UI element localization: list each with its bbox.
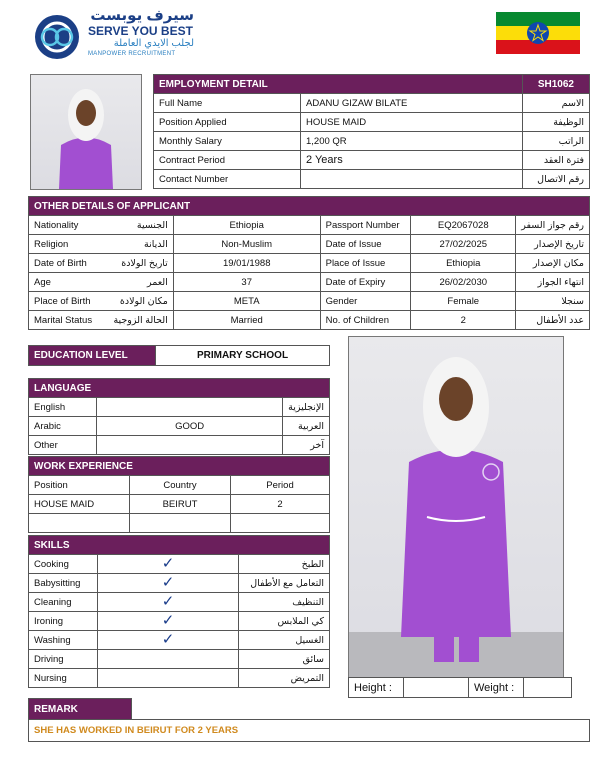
skill-row (29, 612, 330, 631)
skill-label: Driving (29, 650, 98, 669)
experience-position (29, 514, 130, 533)
check-icon: ✓ (98, 612, 239, 631)
language-label-ar: العربية (283, 417, 330, 436)
field-label-ar: الاسم (522, 94, 589, 113)
experience-position: HOUSE MAID (29, 495, 130, 514)
monthly-salary-value: 1,200 QR (301, 132, 523, 151)
remark-title: REMARK (29, 699, 132, 720)
skill-label: Cooking (29, 555, 98, 574)
language-label: English (29, 398, 97, 417)
logo-text-ar: سيرف يوبست (90, 7, 194, 24)
employment-detail-table (153, 74, 590, 189)
detail-label-ar: مكان الإصدار (516, 254, 590, 273)
skill-row (29, 650, 330, 669)
english-level-value (97, 398, 283, 417)
education-level-table (28, 345, 330, 366)
detail-label: Date of Expiry (320, 273, 411, 292)
height-value (404, 678, 469, 698)
other-details-table (28, 196, 590, 330)
age-value: 37 (173, 273, 320, 292)
skill-label-ar: التنظيف (239, 593, 330, 612)
experience-country (130, 514, 231, 533)
remark-text: SHE HAS WORKED IN BEIRUT FOR 2 YEARS (29, 720, 590, 742)
skill-row (29, 555, 330, 574)
field-label-ar: فترة العقد (522, 151, 589, 170)
detail-label-ar: الحالة الزوجية (108, 311, 173, 330)
contact-number-value (301, 170, 523, 189)
date-of-expiry-value: 26/02/2030 (411, 273, 516, 292)
detail-label-ar: انتهاء الجواز (516, 273, 590, 292)
employment-detail-title: EMPLOYMENT DETAIL (154, 75, 523, 94)
detail-label-ar: العمر (108, 273, 173, 292)
field-label: Full Name (154, 94, 301, 113)
company-logo (30, 8, 200, 64)
education-level-value: PRIMARY SCHOOL (156, 346, 330, 366)
check-icon: ✓ (98, 574, 239, 593)
column-header: Country (130, 476, 231, 495)
ethiopia-flag-icon (496, 12, 580, 54)
detail-label: Marital Status (29, 311, 109, 330)
language-label: Other (29, 436, 97, 455)
remark-spacer (132, 699, 590, 720)
experience-period: 2 (231, 495, 330, 514)
skill-label: Cleaning (29, 593, 98, 612)
height-label: Height : (349, 678, 404, 698)
logo-tagline-ar: لجلب الايدي العاملة (113, 38, 194, 49)
language-label-ar: آخر (283, 436, 330, 455)
detail-label: Nationality (29, 216, 109, 235)
skill-check-empty (98, 650, 239, 669)
measurements-table (348, 677, 572, 698)
check-icon: ✓ (98, 631, 239, 650)
place-of-birth-value: META (173, 292, 320, 311)
skill-check-empty (98, 669, 239, 688)
other-details-title: OTHER DETAILS OF APPLICANT (29, 197, 590, 216)
detail-label-ar: سنجلا (516, 292, 590, 311)
arabic-level-value: GOOD (97, 417, 283, 436)
applicant-photo-small (30, 74, 142, 190)
language-label: Arabic (29, 417, 97, 436)
language-title: LANGUAGE (29, 379, 330, 398)
place-of-issue-value: Ethiopia (411, 254, 516, 273)
skill-label-ar: سائق (239, 650, 330, 669)
detail-label: Gender (320, 292, 411, 311)
field-label: Contact Number (154, 170, 301, 189)
detail-label: Religion (29, 235, 109, 254)
experience-period (231, 514, 330, 533)
gender-value: Female (411, 292, 516, 311)
field-label: Monthly Salary (154, 132, 301, 151)
passport-number-value: EQ2067028 (411, 216, 516, 235)
applicant-photo-large (348, 336, 564, 678)
detail-label-ar: الجنسية (108, 216, 173, 235)
weight-value (524, 678, 572, 698)
reference-number: SH1062 (522, 75, 589, 94)
skill-label: Washing (29, 631, 98, 650)
field-label-ar: الوظيفة (522, 113, 589, 132)
language-label-ar: الإنجليزية (283, 398, 330, 417)
check-icon: ✓ (98, 593, 239, 612)
skill-label-ar: كي الملابس (239, 612, 330, 631)
skill-row (29, 669, 330, 688)
date-of-issue-value: 27/02/2025 (411, 235, 516, 254)
detail-label: Date of Birth (29, 254, 109, 273)
work-experience-title: WORK EXPERIENCE (29, 457, 330, 476)
detail-label: Place of Birth (29, 292, 109, 311)
column-header: Period (231, 476, 330, 495)
detail-label-ar: تاريخ الولادة (108, 254, 173, 273)
detail-label: Place of Issue (320, 254, 411, 273)
date-of-birth-value: 19/01/1988 (173, 254, 320, 273)
logo-text-en: SERVE YOU BEST (88, 24, 193, 38)
skills-table (28, 535, 330, 688)
field-label: Contract Period (154, 151, 301, 170)
marital-status-value: Married (173, 311, 320, 330)
detail-label-ar: رقم جواز السفر (516, 216, 590, 235)
language-table (28, 378, 330, 455)
skill-row (29, 574, 330, 593)
work-experience-table (28, 456, 330, 533)
detail-label-ar: مكان الولادة (108, 292, 173, 311)
contract-period-value: 2 Years (301, 151, 523, 170)
nationality-value: Ethiopia (173, 216, 320, 235)
detail-label: Passport Number (320, 216, 411, 235)
skill-label-ar: التمريض (239, 669, 330, 688)
full-name-value: ADANU GIZAW BILATE (301, 94, 523, 113)
skill-label-ar: الطبخ (239, 555, 330, 574)
skill-label: Babysitting (29, 574, 98, 593)
detail-label: Age (29, 273, 109, 292)
children-count-value: 2 (411, 311, 516, 330)
education-level-label: EDUCATION LEVEL (29, 346, 156, 366)
religion-value: Non-Muslim (173, 235, 320, 254)
other-language-value (97, 436, 283, 455)
logo-tagline-en: MANPOWER RECRUITMENT (88, 51, 176, 57)
detail-label-ar: تاريخ الإصدار (516, 235, 590, 254)
field-label: Position Applied (154, 113, 301, 132)
field-label-ar: رقم الاتصال (522, 170, 589, 189)
position-applied-value: HOUSE MAID (301, 113, 523, 132)
skill-row (29, 631, 330, 650)
weight-label: Weight : (469, 678, 524, 698)
skill-label: Nursing (29, 669, 98, 688)
detail-label: Date of Issue (320, 235, 411, 254)
experience-country: BEIRUT (130, 495, 231, 514)
check-icon: ✓ (98, 555, 239, 574)
detail-label-ar: عدد الأطفال (516, 311, 590, 330)
remark-table (28, 698, 590, 742)
skill-label-ar: الغسيل (239, 631, 330, 650)
skill-label-ar: التعامل مع الأطفال (239, 574, 330, 593)
field-label-ar: الراتب (522, 132, 589, 151)
detail-label: No. of Children (320, 311, 411, 330)
detail-label-ar: الديانة (108, 235, 173, 254)
column-header: Position (29, 476, 130, 495)
skill-label: Ironing (29, 612, 98, 631)
skills-title: SKILLS (29, 536, 330, 555)
skill-row (29, 593, 330, 612)
